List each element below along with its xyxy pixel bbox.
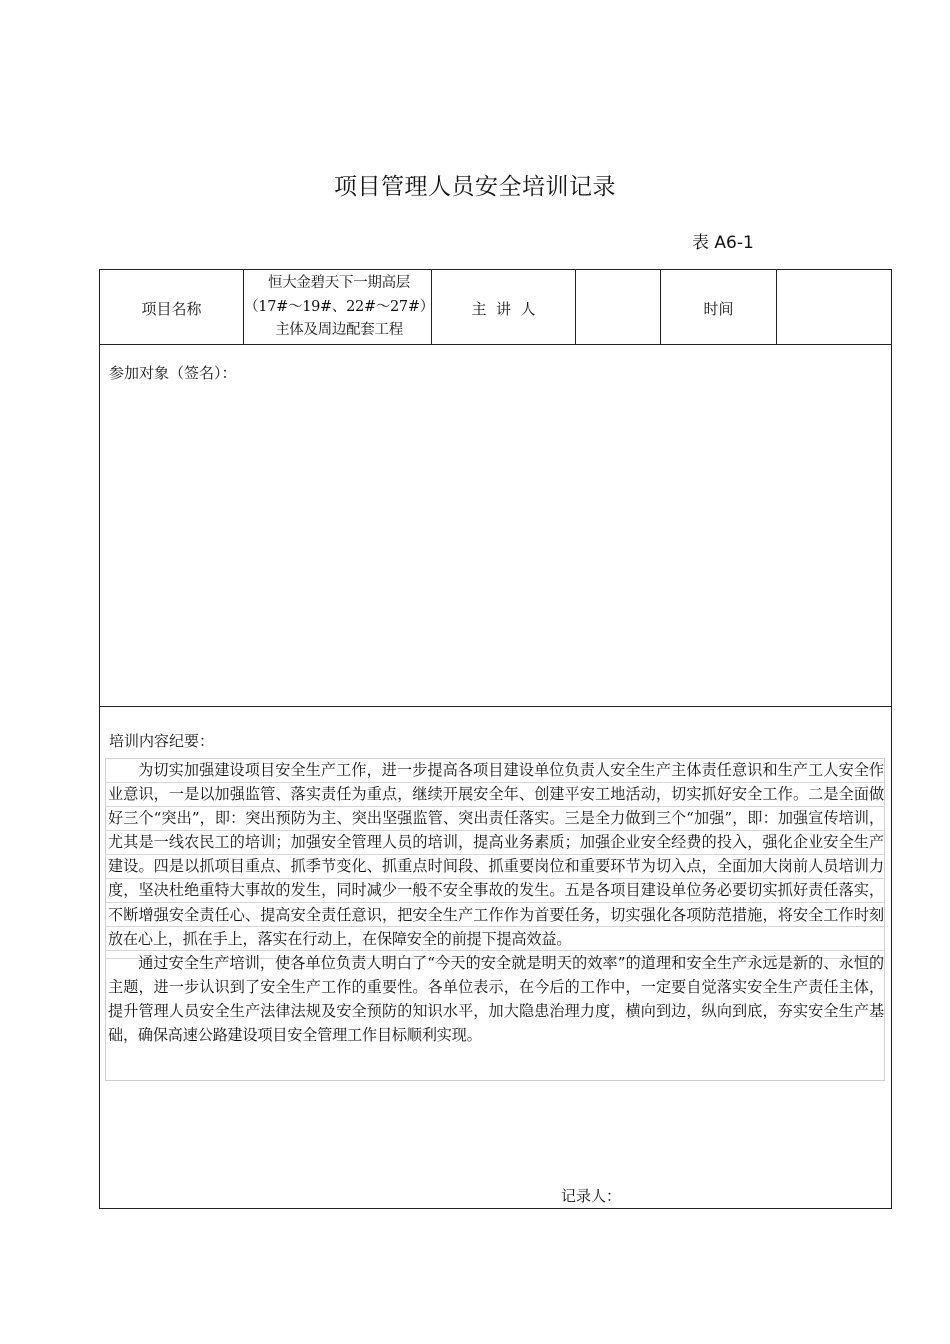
project-name-line: 主体及周边配套工程 bbox=[275, 322, 403, 338]
lecturer-label: 主 讲 人 bbox=[471, 300, 536, 318]
training-paragraph: 通过安全生产培训，使各单位负责人明白了“今天的安全就是明天的效率”的道理和安全生产永远是新的、永恒的主题，进一步认识到了安全生产工作的重要性。各单位表示，在今后的工作中，一定要自觉落实安全生产责任主体，提升管理人员安全生产法律法规及安全预防的知识水平，加大隐患治理力度，横向到边，纵向到底，夯实安全生产基础，确保高速公路建设项目安全管理工作目标顺利实现。 bbox=[108, 953, 884, 1045]
project-name-line: 恒大金碧天下一期高层 bbox=[268, 275, 410, 291]
training-paragraph: 为切实加强建设项目安全生产工作，进一步提高各项目建设单位负责人安全生产主体责任意识和生产工人安全作业意识，一是以加强监管、落实责任为重点，继续开展安全年、创建平安工地活动，切实抓好安全工作。二是全面做好三个“突出”，即：突出预防为主、突出坚强监管、突出责任落实。三是全力做到三个“加强”，即：加强宣传培训，尤其是一线农民工的培训；加强安全管理人员的培训，提高业务素质；加强企业安全经费的投入，强化企业安全生产建设。四是以抓项目重点、抓季节变化、抓重点时间段、抓重要岗位和重要环节为切入点，全面加大岗前人员培训力度，坚决杜绝重特大事故的发生，同时减少一般不安全事故的发生。五是各项目建设单位务必要切实抓好责任落实，不断增强安全责任心、提高安全责任意识，把安全生产工作作为首要任务，切实强化各项防范措施，将安全工作时刻放在心上，抓在手上，落实在行动上，在保障安全的前提下提高效益。 bbox=[108, 761, 884, 948]
project-name-label: 项目名称 bbox=[141, 300, 202, 318]
divider bbox=[99, 344, 892, 345]
divider bbox=[776, 269, 777, 345]
training-content-label: 培训内容纪要： bbox=[109, 732, 215, 750]
time-label: 时间 bbox=[703, 300, 734, 318]
training-content-text bbox=[108, 758, 884, 1047]
recorder-label: 记录人： bbox=[561, 1187, 622, 1205]
divider bbox=[575, 269, 576, 345]
divider bbox=[99, 706, 892, 707]
project-name-line: （17#～19#、22#～27#） bbox=[244, 298, 434, 315]
participants-signature-area[interactable] bbox=[105, 390, 885, 700]
form-number: 表 A6-1 bbox=[692, 233, 754, 253]
participants-label: 参加对象（签名）： bbox=[109, 364, 237, 382]
document-title: 项目管理人员安全培训记录 bbox=[334, 174, 616, 200]
project-name-value bbox=[244, 272, 434, 343]
